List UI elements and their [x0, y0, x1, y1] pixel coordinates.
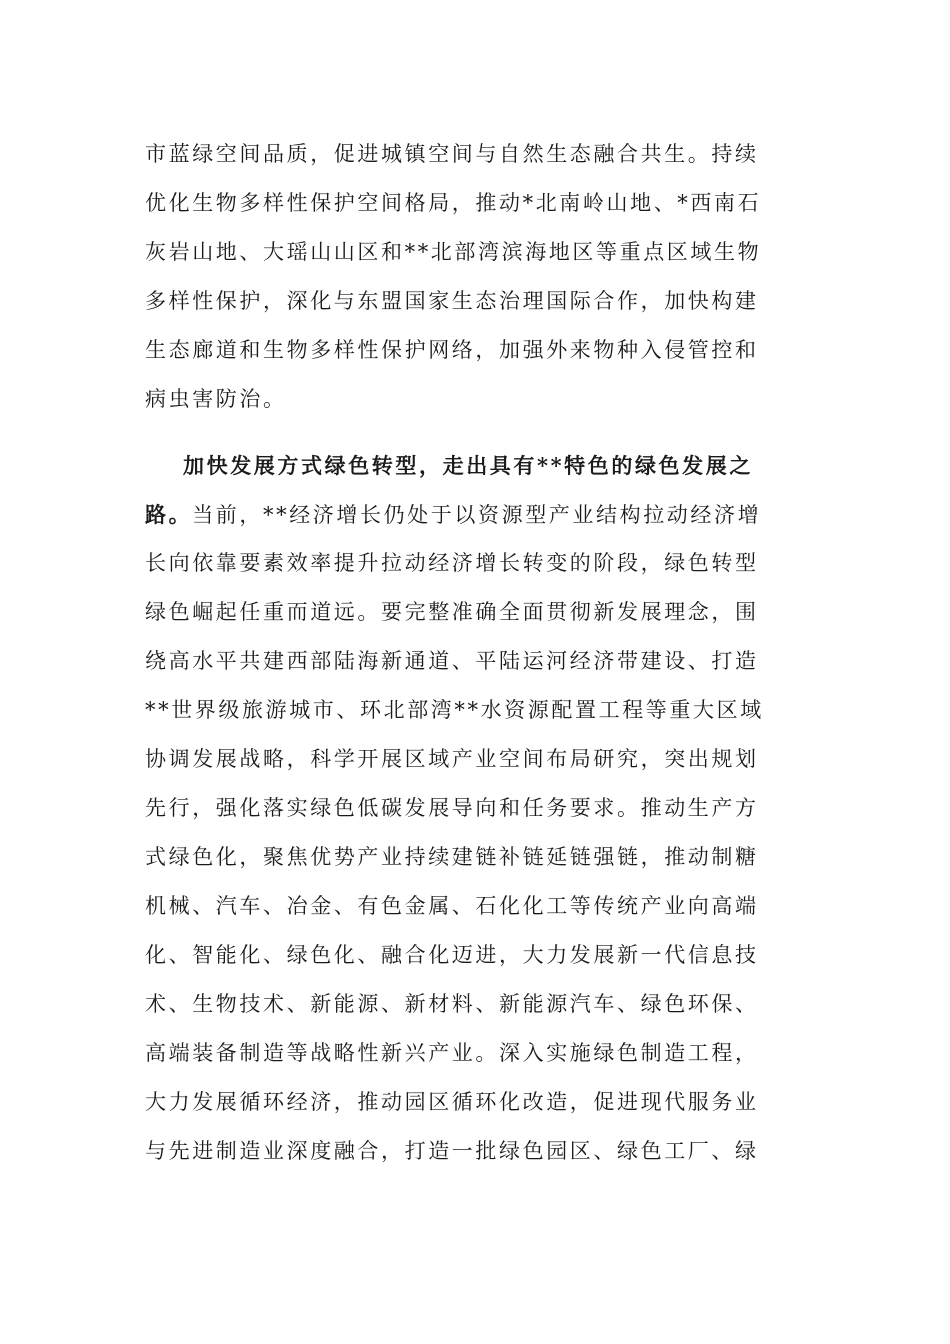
text-line: 病虫害防治。 — [145, 387, 287, 411]
text-line: 生态廊道和生物多样性保护网络，加强外来物种入侵管控和 — [145, 338, 759, 362]
paragraph-green-transformation — [145, 441, 807, 1176]
paragraph-heading-end: 路。 — [145, 502, 193, 527]
text-line — [145, 441, 807, 490]
text-line: 与先进制造业深度融合，打造一批绿色园区、绿色工厂、绿 — [145, 1139, 759, 1163]
text-line: 长向依靠要素效率提升拉动经济增长转变的阶段，绿色转型 — [145, 551, 759, 575]
text-line: 大力发展循环经济，推动园区循环化改造，促进现代服务业 — [145, 1090, 759, 1114]
text-line: **世界级旅游城市、环北部湾**水资源配置工程等重大区域 — [145, 698, 764, 722]
paragraph-heading: 加快发展方式绿色转型，走出具有**特色的绿色发展之 — [183, 453, 753, 478]
text-line: 术、生物技术、新能源、新材料、新能源汽车、绿色环保、 — [145, 992, 759, 1016]
text-line: 高端装备制造等战略性新兴产业。深入实施绿色制造工程， — [145, 1041, 759, 1065]
text-line: 先行，强化落实绿色低碳发展导向和任务要求。推动生产方 — [145, 796, 759, 820]
body-text: 当前，**经济增长仍处于以资源型产业结构拉动经济增 — [192, 503, 762, 527]
text-line: 绿色崛起任重而道远。要完整准确全面贯彻新发展理念，围 — [145, 600, 759, 624]
text-line: 市蓝绿空间品质，促进城镇空间与自然生态融合共生。持续 — [145, 142, 759, 166]
paragraph-biodiversity — [145, 130, 807, 424]
text-line — [145, 490, 807, 539]
text-line: 灰岩山地、大瑶山山区和**北部湾滨海地区等重点区域生物 — [145, 240, 762, 264]
text-line: 机械、汽车、冶金、有色金属、石化化工等传统产业向高端 — [145, 894, 759, 918]
text-line: 协调发展战略，科学开展区域产业空间布局研究，突出规划 — [145, 747, 759, 771]
text-line: 多样性保护，深化与东盟国家生态治理国际合作，加快构建 — [145, 289, 759, 313]
text-line: 式绿色化，聚焦优势产业持续建链补链延链强链，推动制糖 — [145, 845, 759, 869]
text-line: 优化生物多样性保护空间格局，推动*北南岭山地、*西南石 — [145, 191, 762, 215]
text-line: 绕高水平共建西部陆海新通道、平陆运河经济带建设、打造 — [145, 649, 759, 673]
text-line: 化、智能化、绿色化、融合化迈进，大力发展新一代信息技 — [145, 943, 759, 967]
